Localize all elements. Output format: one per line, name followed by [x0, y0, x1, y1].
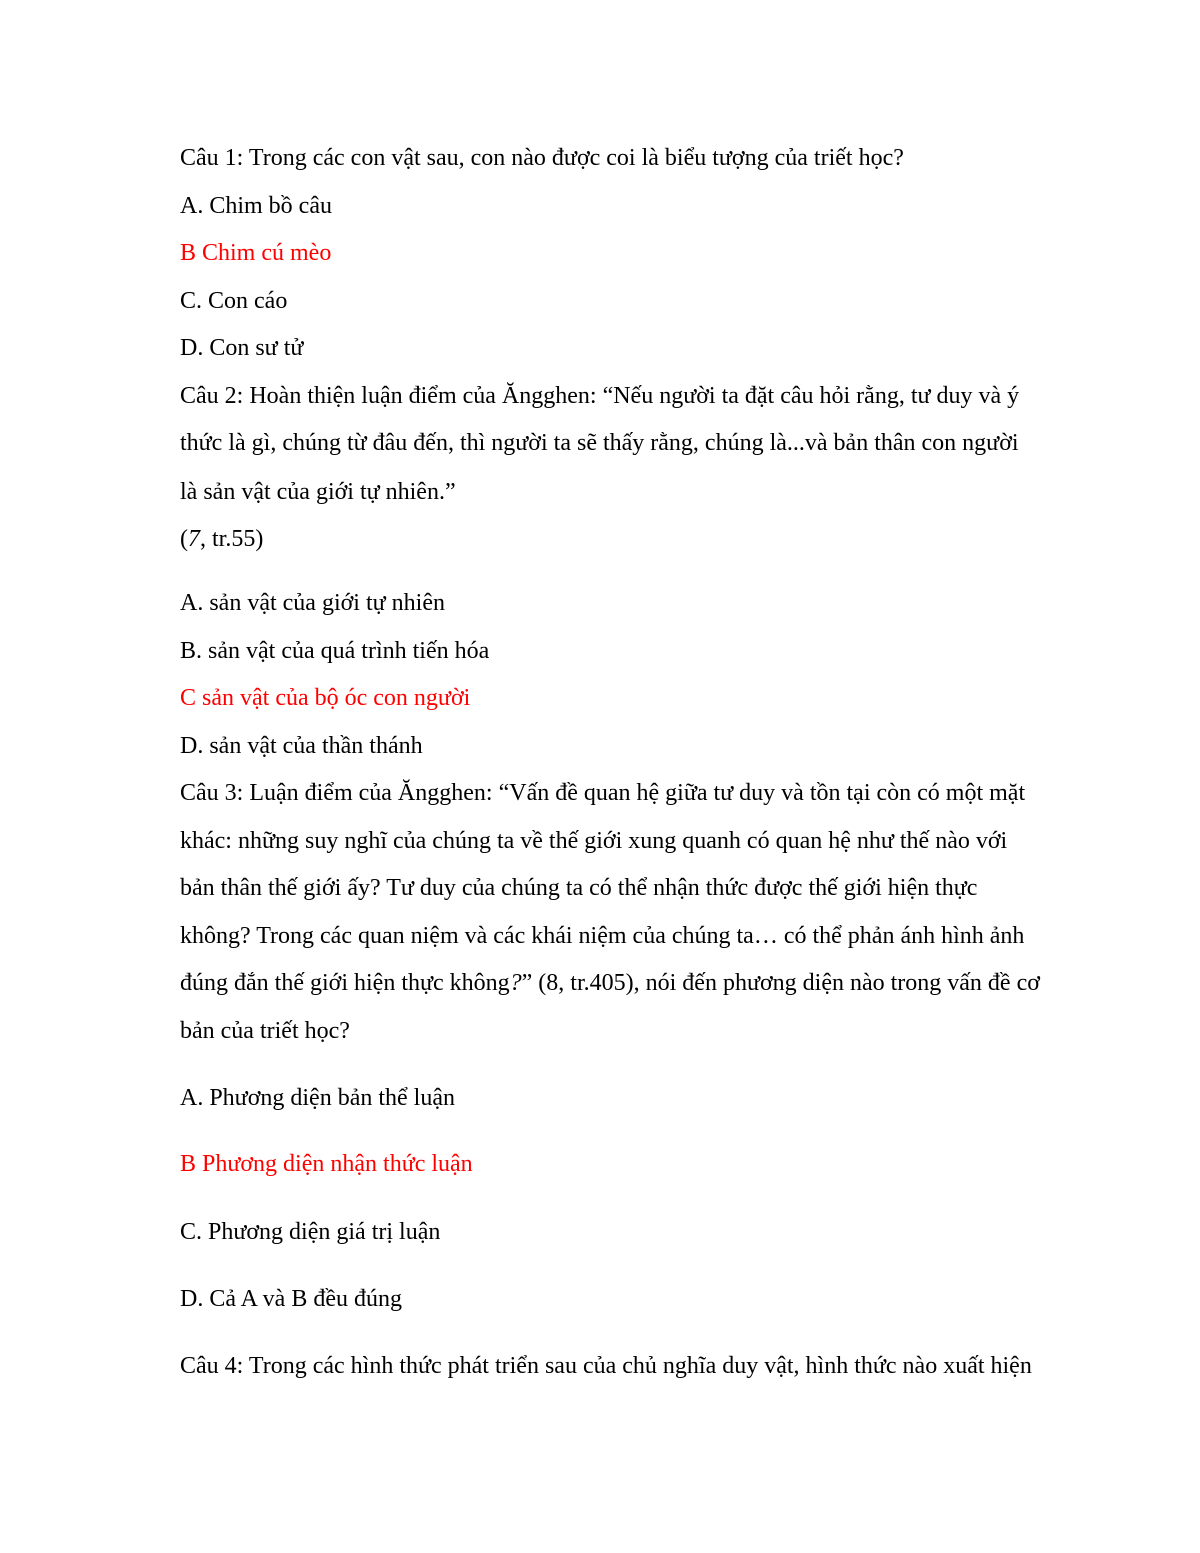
question-3-option-a: A. Phương diện bản thể luận	[180, 1085, 455, 1111]
question-2-option-d: D. sản vật của thần thánh	[180, 733, 423, 759]
line-5-part-b: ” (8, tr.405), nói đến phương diện nào trong vấn đề cơ	[521, 970, 1040, 996]
question-3-line-5	[180, 968, 1040, 998]
question-2-option-c-correct: C sản vật của bộ óc con người	[180, 685, 471, 711]
question-1-text: Câu 1: Trong các con vật sau, con nào được coi là biểu tượng của triết học?	[180, 145, 904, 171]
reference-open: (	[180, 526, 188, 552]
question-1-option-a: A. Chim bồ câu	[180, 193, 332, 219]
question-2-line-3: là sản vật của giới tự nhiên.”	[180, 479, 456, 505]
question-1-option-c: C. Con cáo	[180, 288, 288, 314]
question-2-line-2: thức là gì, chúng từ đâu đến, thì người ta sẽ thấy rằng, chúng là...và bản thân con người	[180, 430, 1019, 456]
question-2-line-1: Câu 2: Hoàn thiện luận điểm của Ăngghen: “Nếu người ta đặt câu hỏi rằng, tư duy và ý	[180, 383, 1020, 409]
question-2-reference	[180, 524, 263, 554]
question-3-option-b-correct: B Phương diện nhận thức luận	[180, 1151, 473, 1177]
question-3-line-6: bản của triết học?	[180, 1018, 350, 1044]
line-5-part-a: đúng đắn thế giới hiện thực không	[180, 970, 510, 996]
question-4-line-1: Câu 4: Trong các hình thức phát triển sau của chủ nghĩa duy vật, hình thức nào xuất hiện	[180, 1353, 1032, 1379]
question-3-line-2: khác: những suy nghĩ của chúng ta về thế giới xung quanh có quan hệ như thế nào với	[180, 828, 1008, 854]
question-2-option-a: A. sản vật của giới tự nhiên	[180, 590, 445, 616]
question-3-line-1: Câu 3: Luận điểm của Ăngghen: “Vấn đề quan hệ giữa tư duy và tồn tại còn có một mặt	[180, 780, 1026, 806]
reference-rest: , tr.55)	[200, 526, 264, 552]
reference-number: 7	[188, 526, 200, 552]
question-3-line-4: không? Trong các quan niệm và các khái niệm của chúng ta… có thể phản ánh hình ảnh	[180, 923, 1025, 949]
question-1-option-d: D. Con sư tử	[180, 335, 304, 361]
question-1-option-b-correct: B Chim cú mèo	[180, 240, 332, 266]
question-2-option-b: B. sản vật của quá trình tiến hóa	[180, 638, 490, 664]
question-3-option-d: D. Cả A và B đều đúng	[180, 1286, 402, 1312]
question-3-line-3: bản thân thế giới ấy? Tư duy của chúng ta có thể nhận thức được thế giới hiện thực	[180, 875, 978, 901]
question-3-option-c: C. Phương diện giá trị luận	[180, 1219, 441, 1245]
line-5-question-mark: ?	[509, 970, 522, 996]
